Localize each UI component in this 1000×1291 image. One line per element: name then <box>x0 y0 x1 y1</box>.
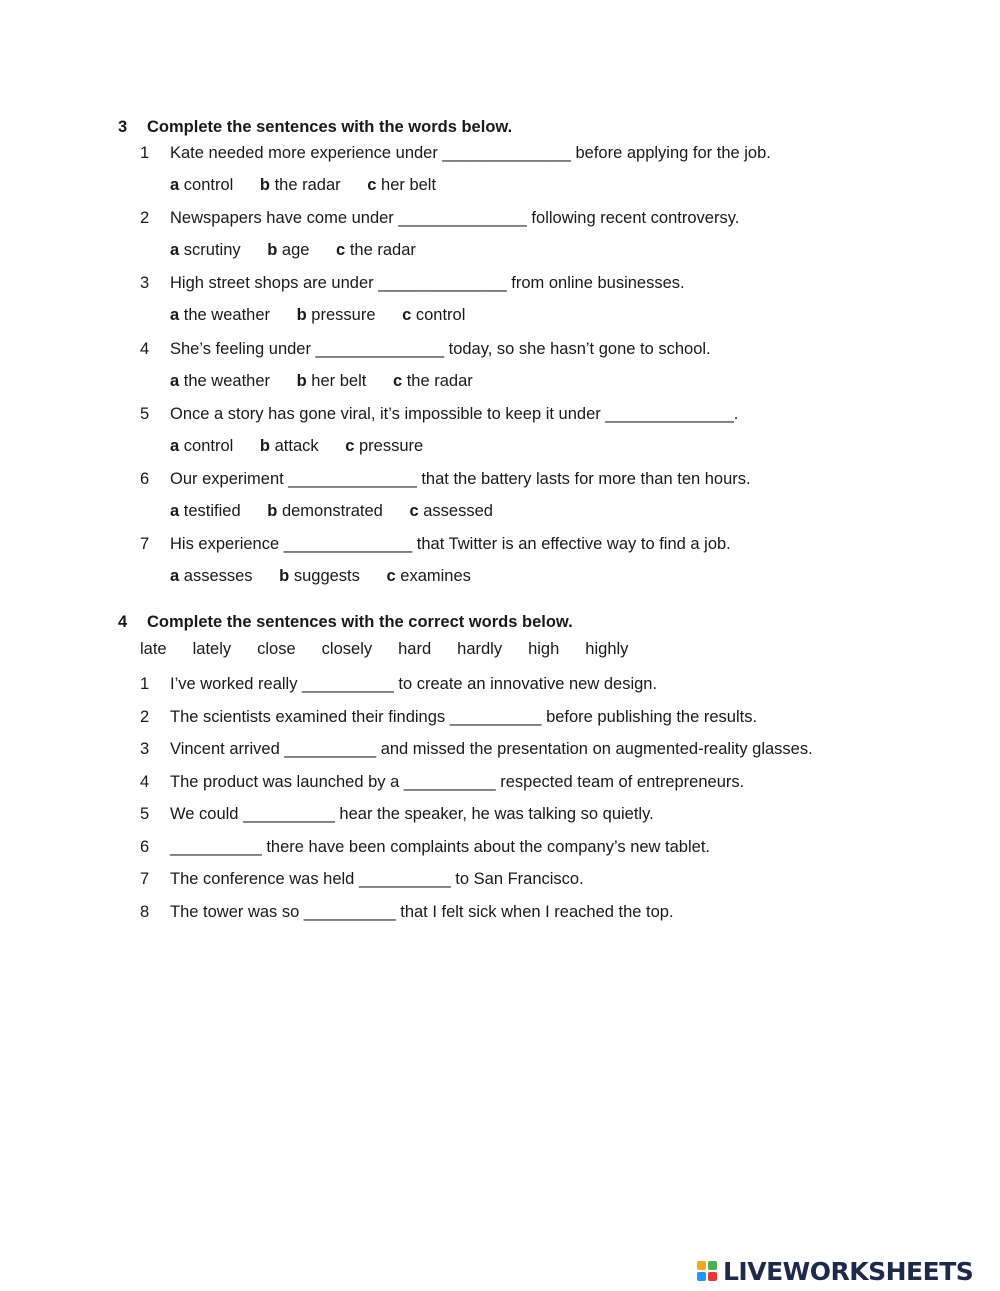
section-3-heading <box>118 118 512 137</box>
section-4-number: 4 <box>118 613 128 631</box>
option[interactable]: c pressure <box>345 437 424 455</box>
word-bank-item: close <box>257 640 296 658</box>
option[interactable]: b suggests <box>279 567 360 585</box>
option[interactable]: a control <box>170 176 234 194</box>
word-bank-item: hard <box>398 640 432 658</box>
s4-question-5: 5 We could __________ hear the speaker, he was talking so quietly. <box>140 805 654 823</box>
s3-options-5 <box>170 437 445 456</box>
s3-options-3 <box>170 306 487 325</box>
section-3-number: 3 <box>118 118 128 136</box>
s4-question-2: 2 The scientists examined their findings __________ before publishing the results. <box>140 708 758 726</box>
option[interactable]: b the radar <box>259 176 341 194</box>
s3-options-6 <box>170 502 515 521</box>
word-bank-item: high <box>528 640 560 658</box>
s3-options-7 <box>170 567 493 586</box>
s4-question-8: 8 The tower was so __________ that I felt sick when I reached the top. <box>140 903 674 921</box>
s3-question-2: 2 Newspapers have come under ______________ following recent controversy. <box>140 209 740 227</box>
section-4-title: Complete the sentences with the correct words below. <box>147 613 573 631</box>
s3-question-7: 7 His experience ______________ that Twitter is an effective way to find a job. <box>140 535 731 553</box>
option[interactable]: c examines <box>386 567 471 585</box>
word-bank <box>140 640 654 659</box>
option[interactable]: c the radar <box>392 372 473 390</box>
option[interactable]: c her belt <box>367 176 437 194</box>
option[interactable]: b pressure <box>296 306 376 324</box>
s3-options-1 <box>170 176 458 195</box>
option[interactable]: c control <box>402 306 466 324</box>
word-bank-item: closely <box>321 640 373 658</box>
logo-text: LIVEWORKSHEETS <box>723 1256 974 1286</box>
option[interactable]: b demonstrated <box>267 502 383 520</box>
s3-options-4 <box>170 372 495 391</box>
liveworksheets-logo <box>697 1256 973 1286</box>
word-bank-item: lately <box>192 640 232 658</box>
option[interactable]: c the radar <box>336 241 416 259</box>
s3-question-4: 4 She’s feeling under ______________ today, so she hasn’t gone to school. <box>140 340 711 358</box>
option[interactable]: a scrutiny <box>170 241 241 259</box>
s4-question-7: 7 The conference was held __________ to San Francisco. <box>140 870 584 888</box>
s3-options-2 <box>170 241 438 260</box>
option[interactable]: a the weather <box>170 306 271 324</box>
option[interactable]: b age <box>267 241 310 259</box>
option[interactable]: b her belt <box>296 372 367 390</box>
s3-question-6: 6 Our experiment ______________ that the battery lasts for more than ten hours. <box>140 470 751 488</box>
s3-question-1: 1 Kate needed more experience under ______________ before applying for the job. <box>140 144 771 162</box>
word-bank-item: late <box>140 640 167 658</box>
word-bank-item: hardly <box>457 640 503 658</box>
option[interactable]: b attack <box>259 437 319 455</box>
option[interactable]: a control <box>170 437 234 455</box>
section-4-heading <box>118 613 573 632</box>
liveworksheets-logo-icon <box>697 1261 717 1281</box>
option[interactable]: a assesses <box>170 567 253 585</box>
section-3-title: Complete the sentences with the words below. <box>147 118 513 136</box>
option[interactable]: a testified <box>170 502 241 520</box>
s4-question-3: 3 Vincent arrived __________ and missed the presentation on augmented-reality glasses. <box>140 740 813 758</box>
option[interactable]: a the weather <box>170 372 271 390</box>
word-bank-item: highly <box>585 640 629 658</box>
s4-question-1: 1 I’ve worked really __________ to create an innovative new design. <box>140 675 658 693</box>
s3-question-3: 3 High street shops are under ______________ from online businesses. <box>140 274 685 292</box>
s4-question-4: 4 The product was launched by a __________ respected team of entrepreneurs. <box>140 773 745 791</box>
s4-question-6: 6 __________ there have been complaints about the company’s new tablet. <box>140 838 710 856</box>
option[interactable]: c assessed <box>409 502 493 520</box>
s3-question-5: 5 Once a story has gone viral, it’s impossible to keep it under ______________. <box>140 405 739 423</box>
